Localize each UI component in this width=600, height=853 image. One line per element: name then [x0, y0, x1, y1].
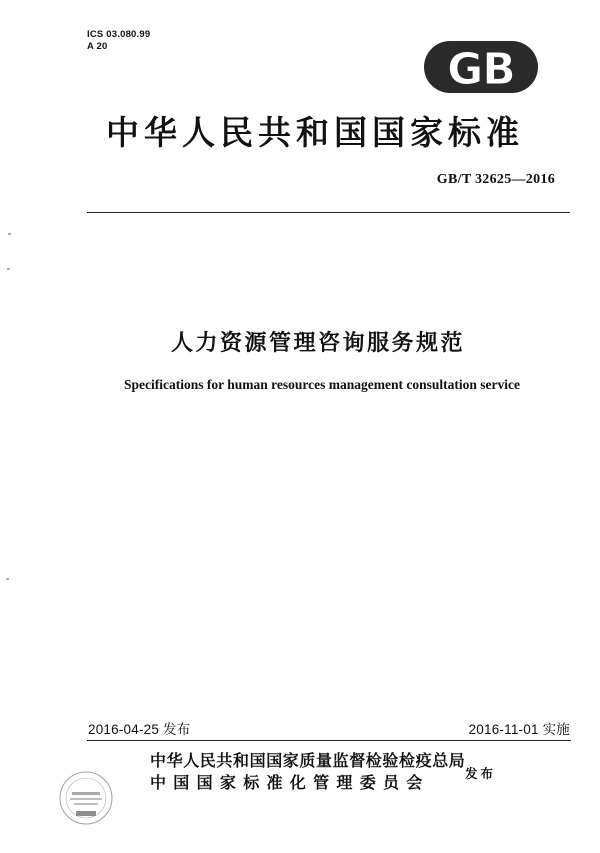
- svg-text:GB: GB: [447, 44, 515, 94]
- gb-logo: [423, 40, 539, 94]
- ccs-code: A 20: [87, 41, 108, 52]
- library-stamp: [58, 770, 114, 826]
- ics-code: ICS 03.080.99: [87, 29, 151, 40]
- standard-title-english: Specifications for human resources management consultation service: [124, 377, 520, 392]
- national-standard-title: 中华人民共和国国家标准: [106, 113, 524, 152]
- footer-divider: [87, 740, 571, 741]
- scan-speck: [8, 233, 11, 235]
- issuing-authority-2: 中国国家标准化管理委员会: [150, 773, 430, 792]
- issue-date: 2016-04-25 发布: [88, 722, 191, 737]
- scan-speck: [6, 578, 9, 580]
- standard-number: GB/T 32625—2016: [436, 172, 555, 187]
- implementation-date: 2016-11-01 实施: [468, 722, 570, 737]
- publish-label: 发布: [465, 766, 497, 781]
- issuing-authority-1: 中华人民共和国国家质量监督检验检疫总局: [150, 751, 466, 770]
- scan-speck: [7, 268, 10, 270]
- header-divider: [87, 212, 570, 213]
- standard-title-chinese: 人力资源管理咨询服务规范: [170, 331, 465, 356]
